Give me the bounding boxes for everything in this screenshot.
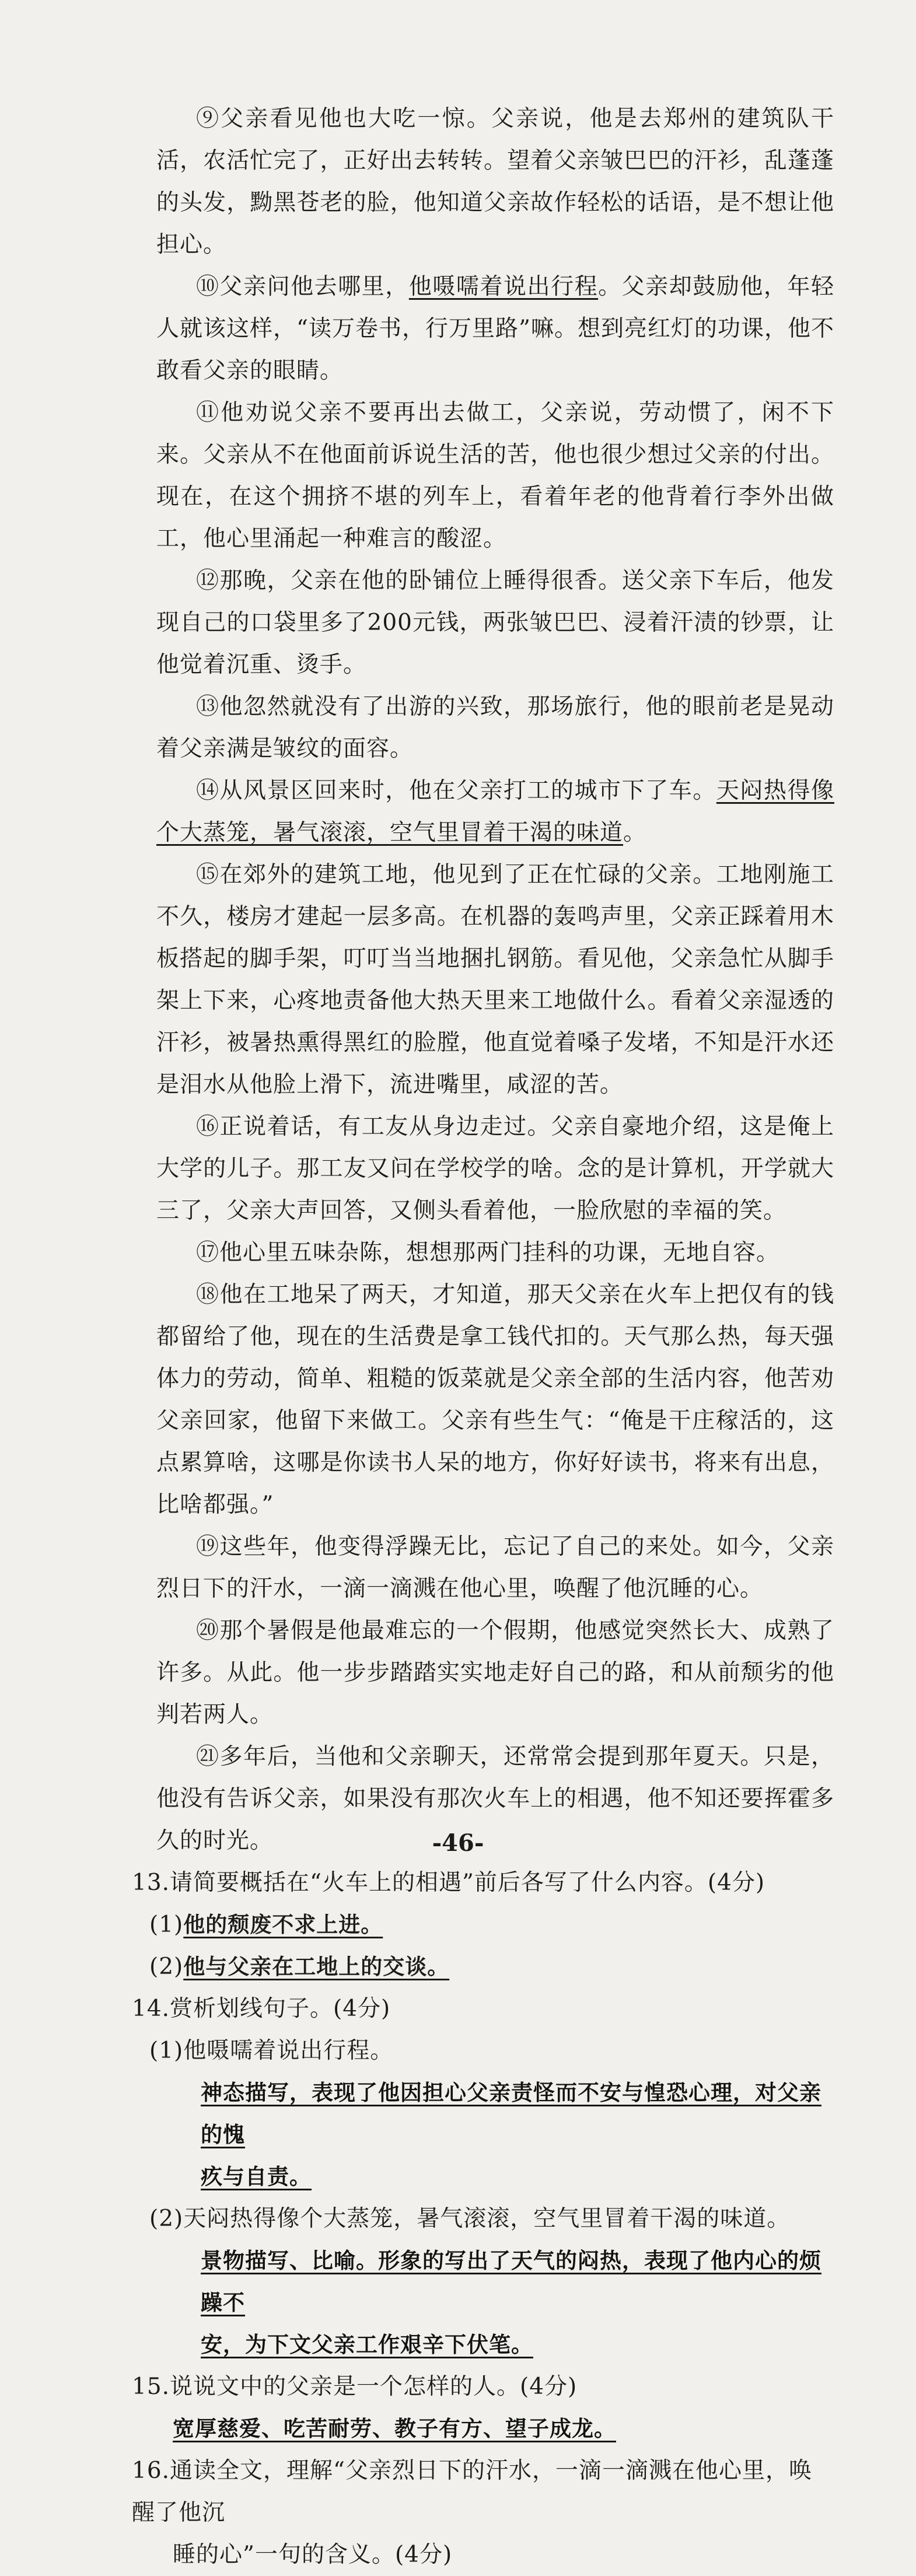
paragraph-17: ⑰他心里五味杂陈，想想那两门挂科的功课，无地自容。 — [196, 1240, 780, 1266]
p14-underlined-sentence: 天闷热得像个大蒸笼，暑气滚滚，空气里冒着干渴的味道 — [156, 778, 834, 846]
paragraph-15: ⑮在郊外的建筑工地，他见到了正在忙碌的父亲。工地刚施工不久，楼房才建起一层多高。在机器的轰鸣声里，父亲正踩着用木板搭起的脚手架，叮叮当当地捆扎钢筋。看见他，父亲急忙从脚手架上下来，心疼地责备他大热天里来工地做什么。看着父亲湿透的汗衫，被暑热熏得黑红的脸膛，他直觉着嗓子发堵，不知是汗水还是泪水从他脸上滑下，流进嘴里，咸涩的苦。 — [156, 862, 834, 1098]
p10-text-b: 。父亲却鼓励他，年轻人就该这样，“读万卷书，行万里路”嘛。想到亮红灯的功课，他不敢看父亲的眼睛。 — [156, 274, 834, 384]
paragraph-19: ⑲这些年，他变得浮躁无比，忘记了自己的来处。如今，父亲烈日下的汗水，一滴一滴溅在他心里，唤醒了他沉睡的心。 — [156, 1534, 834, 1602]
paragraph-13: ⑬他忽然就没有了出游的兴致，那场旅行，他的眼前老是晃动着父亲满是皱纹的面容。 — [156, 694, 834, 762]
q14-item-2: (2)天闷热得像个大蒸笼，暑气滚滚，空气里冒着干渴的味道。 — [149, 2206, 791, 2232]
q13-answer-1: 他的颓废不求上进。 — [183, 1912, 383, 1937]
question-16-line-1: 16.通读全文，理解“父亲烈日下的汗水，一滴一滴溅在他心里，唤醒了他沉 — [132, 2458, 812, 2526]
p10-underlined-sentence: 他嗫嚅着说出行程 — [408, 274, 599, 300]
question-13: 13.请简要概括在“火车上的相遇”前后各写了什么内容。(4分) — [132, 1870, 765, 1896]
q13-item-1-number: (1) — [149, 1912, 184, 1938]
q13-item-1 — [149, 1904, 834, 1946]
paragraph-18: ⑱他在工地呆了两天，才知道，那天父亲在火车上把仅有的钱都留给了他，现在的生活费是拿工钱代扣的。天气那么热，每天强体力的劳动，简单、粗糙的饭菜就是父亲全部的生活内容，他苦劝父亲回家，他留下来做工。父亲有些生气：“俺是干庄稼活的，这点累算啥，这哪是你读书人呆的地方，你好好读书，将来有出息，比啥都强。” — [156, 1282, 834, 1518]
paragraph-10 — [156, 266, 834, 392]
paragraph-12: ⑫那晚，父亲在他的卧铺位上睡得很香。送父亲下车后，他发现自己的口袋里多了200元钱，两张皱巴巴、浸着汗渍的钞票，让他觉着沉重、烫手。 — [156, 568, 834, 678]
question-16-line-2: 睡的心”一句的含义。(4分) — [173, 2542, 453, 2568]
paragraph-20: ⑳那个暑假是他最难忘的一个假期，他感觉突然长大、成熟了许多。从此。他一步步踏踏实实地走好自己的路，和从前颓劣的他判若两人。 — [156, 1618, 834, 1728]
q13-item-2-number: (2) — [149, 1954, 184, 1980]
q14-answer-1-line-1: 神态描写，表现了他因担心父亲责怪而不安与惶恐心理，对父亲的愧 — [201, 2080, 821, 2147]
q14-item-1: (1)他嗫嚅着说出行程。 — [149, 2038, 394, 2064]
q14-answer-2-line-2: 安，为下文父亲工作艰辛下伏笔。 — [201, 2332, 533, 2357]
p14-text-a: ⑭从风景区回来时，他在父亲打工的城市下了车。 — [196, 778, 716, 804]
question-14: 14.赏析划线句子。(4分) — [132, 1996, 391, 2022]
page-number: -46- — [432, 1829, 484, 1857]
q13-answer-2: 他与父亲在工地上的交谈。 — [183, 1954, 450, 1979]
question-15: 15.说说文中的父亲是一个怎样的人。(4分) — [132, 2374, 578, 2400]
paragraph-21: ㉑多年后，当他和父亲聊天，还常常会提到那年夏天。只是，他没有告诉父亲，如果没有那次火车上的相遇，他不知还要挥霍多久的时光。 — [156, 1744, 834, 1854]
paragraph-16: ⑯正说着话，有工友从身边走过。父亲自豪地介绍，这是俺上大学的儿子。那工友又问在学校学的啥。念的是计算机，开学就大三了，父亲大声回答，又侧头看着他，一脸欣慰的幸福的笑。 — [156, 1114, 834, 1224]
paragraph-11: ⑪他劝说父亲不要再出去做工，父亲说，劳动惯了，闲不下来。父亲从不在他面前诉说生活的苦，他也很少想过父亲的付出。现在，在这个拥挤不堪的列车上，看着年老的他背着行李外出做工，他心里涌起一种难言的酸涩。 — [156, 400, 834, 552]
questions-section — [132, 1862, 834, 2576]
q13-item-2 — [149, 1946, 834, 1988]
p10-text-a: ⑩父亲问他去哪里， — [196, 274, 409, 300]
q15-answer: 宽厚慈爱、吃苦耐劳、教子有方、望子成龙。 — [173, 2416, 616, 2441]
paragraph-14 — [156, 770, 834, 854]
p14-text-b: 。 — [623, 820, 647, 846]
q14-answer-2-line-1: 景物描写、比喻。形象的写出了天气的闷热，表现了他内心的烦躁不 — [201, 2248, 821, 2315]
q14-answer-1-line-2: 疚与自责。 — [201, 2164, 312, 2189]
paragraph-9: ⑨父亲看见他也大吃一惊。父亲说，他是去郑州的建筑队干活，农活忙完了，正好出去转转。望着父亲皱巴巴的汗衫，乱蓬蓬的头发，黝黑苍老的脸，他知道父亲故作轻松的话语，是不想让他担心。 — [156, 106, 834, 258]
